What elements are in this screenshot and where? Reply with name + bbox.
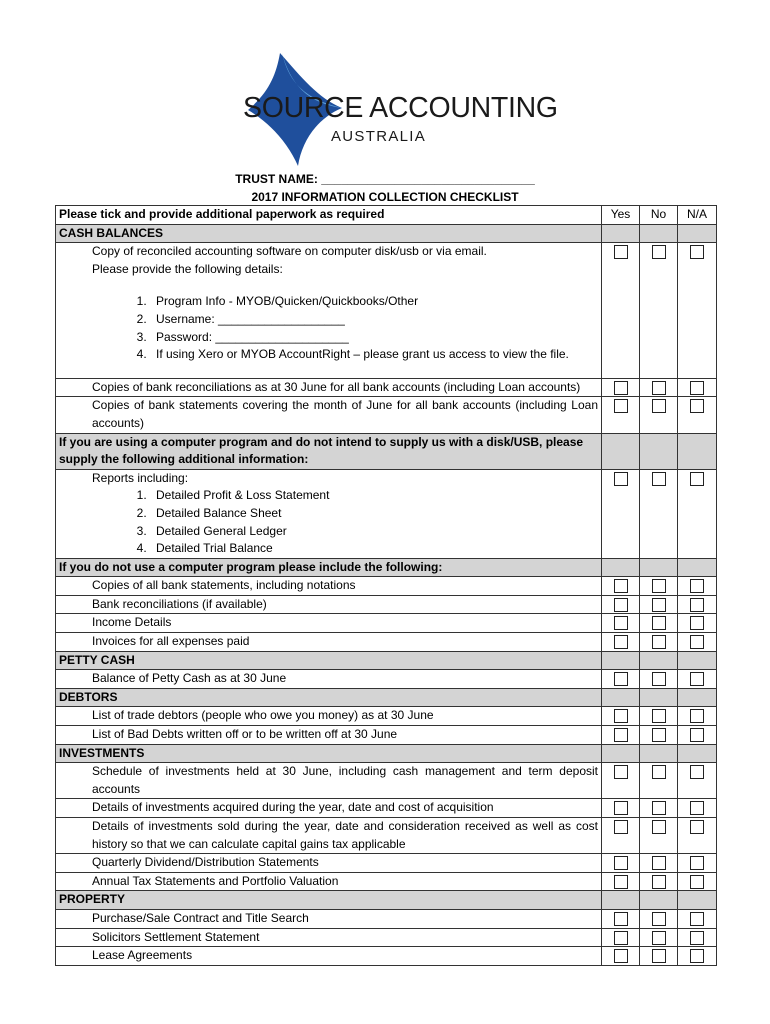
checklist-table xyxy=(55,205,717,966)
column-na: N/A xyxy=(678,206,717,225)
yes-checkbox[interactable] xyxy=(614,399,628,413)
list-item: 1. Program Info - MYOB/Quicken/Quickbooks/Other xyxy=(150,293,598,311)
no-checkbox[interactable] xyxy=(652,765,666,779)
na-checkbox[interactable] xyxy=(690,245,704,259)
yes-checkbox[interactable] xyxy=(614,801,628,815)
no-checkbox[interactable] xyxy=(652,672,666,686)
no-checkbox[interactable] xyxy=(652,949,666,963)
yes-checkbox[interactable] xyxy=(614,820,628,834)
table-row xyxy=(56,614,717,633)
no-checkbox[interactable] xyxy=(652,801,666,815)
company-logo xyxy=(240,48,558,168)
item-text: List of trade debtors (people who owe you money) as at 30 June xyxy=(56,707,602,726)
yes-checkbox[interactable] xyxy=(614,635,628,649)
no-checkbox[interactable] xyxy=(652,856,666,870)
section-property xyxy=(56,891,717,910)
yes-checkbox[interactable] xyxy=(614,931,628,945)
section-heading: INVESTMENTS xyxy=(56,744,602,763)
na-checkbox[interactable] xyxy=(690,579,704,593)
item-text: Reports including: xyxy=(92,470,189,485)
no-checkbox[interactable] xyxy=(652,728,666,742)
section-petty-cash xyxy=(56,651,717,670)
list-item: 2. Detailed Balance Sheet xyxy=(150,505,598,523)
na-checkbox[interactable] xyxy=(690,381,704,395)
no-checkbox[interactable] xyxy=(652,875,666,889)
table-row xyxy=(56,947,717,966)
section-no-computer-program xyxy=(56,558,717,577)
table-row xyxy=(56,397,717,433)
item-text: Invoices for all expenses paid xyxy=(56,633,602,652)
yes-checkbox[interactable] xyxy=(614,765,628,779)
item-text: Copies of bank reconciliations as at 30 June for all bank accounts (including Loan accounts) xyxy=(56,378,602,397)
item-text: List of Bad Debts written off or to be written off at 30 June xyxy=(56,726,602,745)
list-item: 3. Detailed General Ledger xyxy=(150,523,598,541)
table-row xyxy=(56,577,717,596)
table-row xyxy=(56,707,717,726)
no-checkbox[interactable] xyxy=(652,709,666,723)
no-checkbox[interactable] xyxy=(652,472,666,486)
na-checkbox[interactable] xyxy=(690,856,704,870)
yes-checkbox[interactable] xyxy=(614,949,628,963)
na-checkbox[interactable] xyxy=(690,875,704,889)
item-text: Copy of reconciled accounting software on computer disk/usb or via email. xyxy=(92,244,487,259)
na-checkbox[interactable] xyxy=(690,820,704,834)
yes-checkbox[interactable] xyxy=(614,672,628,686)
column-no: No xyxy=(640,206,678,225)
section-cash-balances xyxy=(56,224,717,243)
yes-checkbox[interactable] xyxy=(614,709,628,723)
list-item: 4. If using Xero or MYOB AccountRight – please grant us access to view the file. xyxy=(150,346,598,364)
na-checkbox[interactable] xyxy=(690,472,704,486)
yes-checkbox[interactable] xyxy=(614,875,628,889)
table-row xyxy=(56,872,717,891)
na-checkbox[interactable] xyxy=(690,399,704,413)
item-text: Purchase/Sale Contract and Title Search xyxy=(56,909,602,928)
na-checkbox[interactable] xyxy=(690,672,704,686)
item-text: Copies of bank statements covering the month of June for all bank accounts (including Loan accounts) xyxy=(56,397,602,433)
logo-subtitle-text: AUSTRALIA xyxy=(331,128,427,145)
no-checkbox[interactable] xyxy=(652,616,666,630)
list-item: 1. Detailed Profit & Loss Statement xyxy=(150,487,598,505)
table-row xyxy=(56,243,717,379)
na-checkbox[interactable] xyxy=(690,616,704,630)
na-checkbox[interactable] xyxy=(690,709,704,723)
item-text: Annual Tax Statements and Portfolio Valuation xyxy=(56,872,602,891)
item-text: Solicitors Settlement Statement xyxy=(56,928,602,947)
item-text: Bank reconciliations (if available) xyxy=(56,595,602,614)
table-header-row xyxy=(56,206,717,225)
item-text: Income Details xyxy=(56,614,602,633)
table-row xyxy=(56,595,717,614)
section-computer-program xyxy=(56,433,717,469)
na-checkbox[interactable] xyxy=(690,949,704,963)
table-row xyxy=(56,763,717,799)
yes-checkbox[interactable] xyxy=(614,245,628,259)
item-text: Details of investments sold during the year, date and consideration received as well as cost history so that we can calculate capital gains tax applicable xyxy=(56,818,602,854)
na-checkbox[interactable] xyxy=(690,728,704,742)
column-yes: Yes xyxy=(602,206,640,225)
no-checkbox[interactable] xyxy=(652,931,666,945)
yes-checkbox[interactable] xyxy=(614,598,628,612)
list-item: 2. Username: ___________________ xyxy=(150,311,598,329)
section-heading: DEBTORS xyxy=(56,688,602,707)
item-text: Schedule of investments held at 30 June, including cash management and term deposit accounts xyxy=(56,763,602,799)
table-row xyxy=(56,909,717,928)
section-heading: PETTY CASH xyxy=(56,651,602,670)
section-debtors xyxy=(56,688,717,707)
item-text: Balance of Petty Cash as at 30 June xyxy=(56,670,602,689)
section-heading: CASH BALANCES xyxy=(56,224,602,243)
table-row xyxy=(56,854,717,873)
no-checkbox[interactable] xyxy=(652,579,666,593)
yes-checkbox[interactable] xyxy=(614,472,628,486)
no-checkbox[interactable] xyxy=(652,912,666,926)
instruction-cell: Please tick and provide additional paperwork as required xyxy=(56,206,602,225)
section-heading: If you do not use a computer program please include the following: xyxy=(56,558,602,577)
na-checkbox[interactable] xyxy=(690,635,704,649)
item-text: Lease Agreements xyxy=(56,947,602,966)
no-checkbox[interactable] xyxy=(652,598,666,612)
no-checkbox[interactable] xyxy=(652,635,666,649)
table-row xyxy=(56,633,717,652)
section-heading: PROPERTY xyxy=(56,891,602,910)
table-row xyxy=(56,928,717,947)
checklist-title: 2017 INFORMATION COLLECTION CHECKLIST xyxy=(251,190,519,204)
no-checkbox[interactable] xyxy=(652,820,666,834)
yes-checkbox[interactable] xyxy=(614,912,628,926)
yes-checkbox[interactable] xyxy=(614,728,628,742)
na-checkbox[interactable] xyxy=(690,931,704,945)
na-checkbox[interactable] xyxy=(690,598,704,612)
table-row xyxy=(56,378,717,397)
section-investments xyxy=(56,744,717,763)
list-item: 3. Password: ____________________ xyxy=(150,329,598,347)
item-text: Quarterly Dividend/Distribution Statements xyxy=(56,854,602,873)
section-heading: If you are using a computer program and do not intend to supply us with a disk/USB, please supply the following additional information: xyxy=(56,433,602,469)
yes-checkbox[interactable] xyxy=(614,616,628,630)
table-row xyxy=(56,799,717,818)
yes-checkbox[interactable] xyxy=(614,579,628,593)
yes-checkbox[interactable] xyxy=(614,856,628,870)
logo-brand-text: SOURCE ACCOUNTING xyxy=(243,92,558,124)
no-checkbox[interactable] xyxy=(652,245,666,259)
na-checkbox[interactable] xyxy=(690,912,704,926)
table-row xyxy=(56,469,717,558)
table-row xyxy=(56,670,717,689)
na-checkbox[interactable] xyxy=(690,765,704,779)
yes-checkbox[interactable] xyxy=(614,381,628,395)
item-text: Copies of all bank statements, including notations xyxy=(56,577,602,596)
na-checkbox[interactable] xyxy=(690,801,704,815)
item-text: Please provide the following details: xyxy=(92,261,283,276)
no-checkbox[interactable] xyxy=(652,399,666,413)
item-text: Details of investments acquired during the year, date and cost of acquisition xyxy=(56,799,602,818)
table-row xyxy=(56,818,717,854)
list-item: 4. Detailed Trial Balance xyxy=(150,540,598,558)
table-row xyxy=(56,726,717,745)
no-checkbox[interactable] xyxy=(652,381,666,395)
trust-name-line: TRUST NAME: ________________________________ xyxy=(235,172,535,186)
